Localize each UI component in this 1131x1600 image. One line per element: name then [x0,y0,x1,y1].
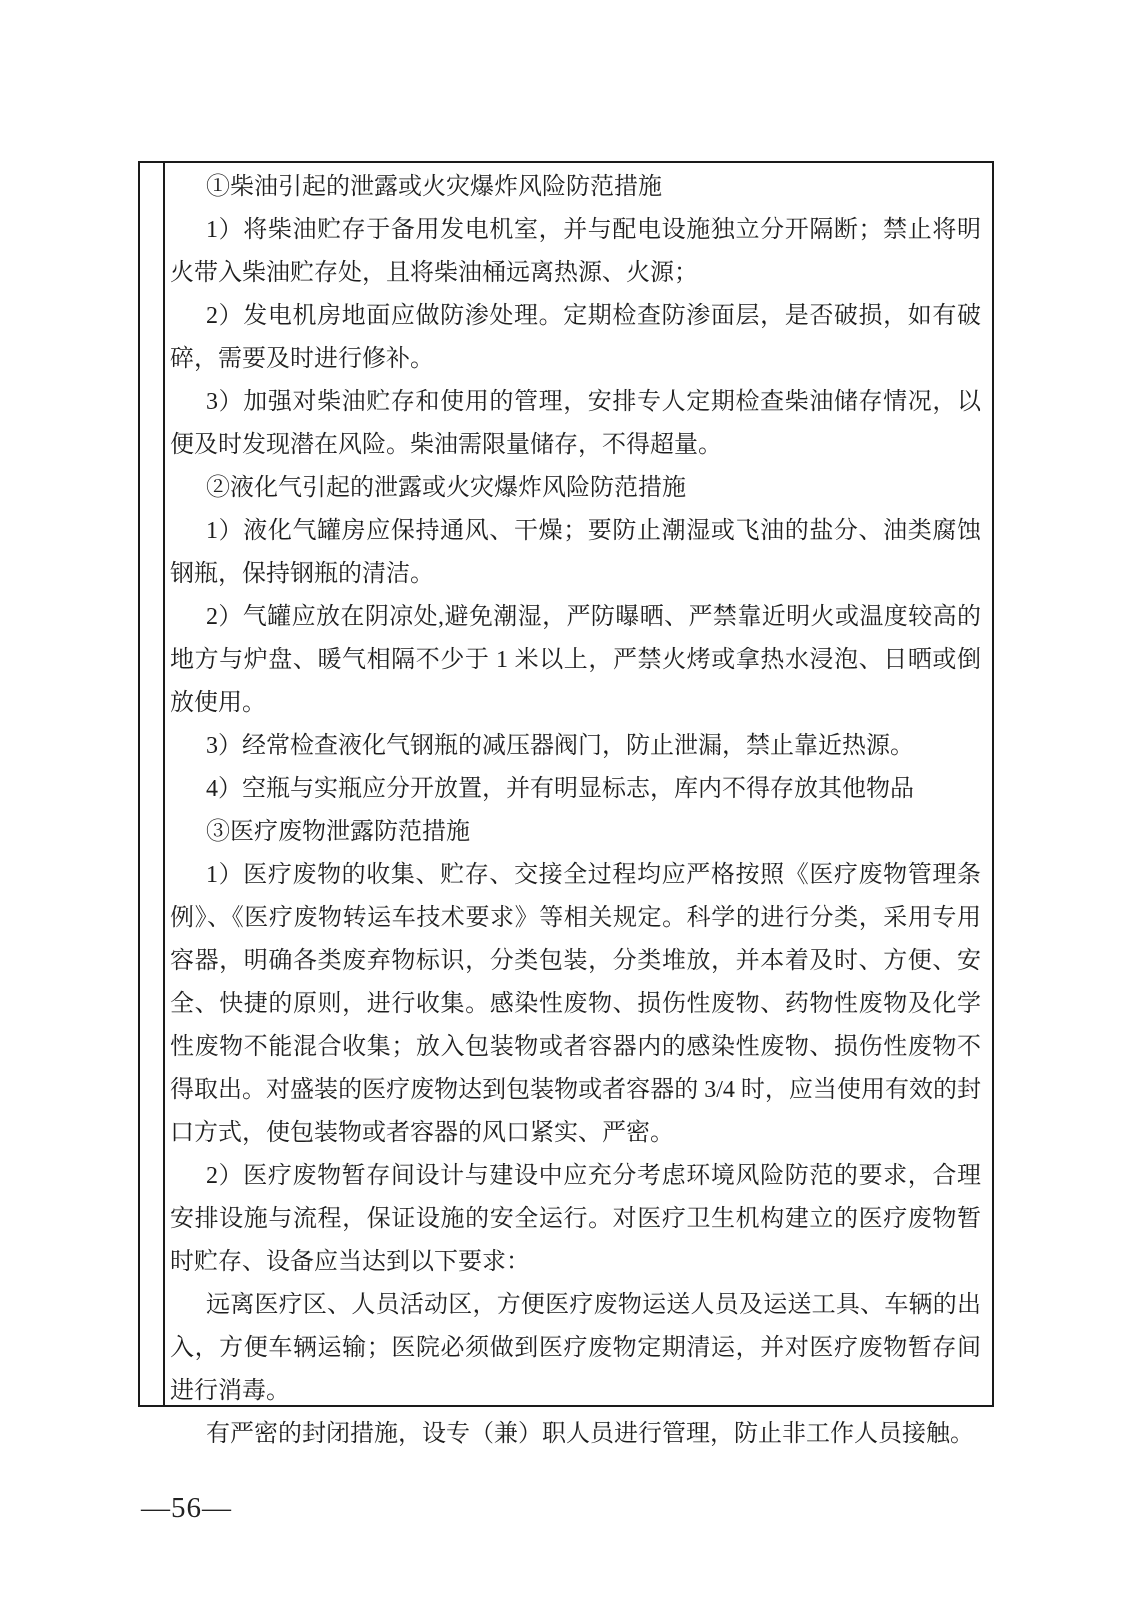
table-left-stub-column [140,163,165,1405]
paragraph: 2）气罐应放在阴凉处,避免潮湿，严防曝晒、严禁靠近明火或温度较高的地方与炉盘、暖气相隔不少于 1 米以上，严禁火烤或拿热水浸泡、日晒或倒放使用。 [170,604,981,716]
paragraph: 1）液化气罐房应保持通风、干燥；要防止潮湿或飞油的盐分、油类腐蚀钢瓶，保持钢瓶的清洁。 [170,518,981,587]
paragraph-section-1-heading: ①柴油引起的泄露或火灾爆炸风险防范措施 [206,174,662,200]
content-table [138,161,994,1447]
paragraph: 3）加强对柴油贮存和使用的管理，安排专人定期检查柴油储存情况，以便及时发现潜在风险。柴油需限量储存，不得超量。 [170,389,981,458]
paragraph: 远离医疗区、人员活动区，方便医疗废物运送人员及运送工具、车辆的出入，方便车辆运输；医院必须做到医疗废物定期清运，并对医疗废物暂存间进行消毒。 [170,1292,981,1404]
paragraph: 2）医疗废物暂存间设计与建设中应充分考虑环境风险防范的要求，合理安排设施与流程，保证设施的安全运行。对医疗卫生机构建立的医疗废物暂时贮存、设备应当达到以下要求： [170,1163,981,1275]
paragraph: 有严密的封闭措施，设专（兼）职人员进行管理，防止非工作人员接触。 [206,1421,974,1447]
paragraph: 1）医疗废物的收集、贮存、交接全过程均应严格按照《医疗废物管理条例》、《医疗废物转运车技术要求》等相关规定。科学的进行分类，采用专用容器，明确各类废弃物标识，分类包装，分类堆放，并本着及时、方便、安全、快捷的原则，进行收集。感染性废物、损伤性废物、药物性废物及化学性废物不能混合收集；放入包装物或者容器内的感染性废物、损伤性废物不得取出。对盛装的医疗废物达到包装物或者容器的 3/4 时，应当使用有效的封口方式，使包装物或者容器的风口紧实、严密。 [170,862,981,1146]
paragraph: 3）经常检查液化气钢瓶的减压器阀门，防止泄漏，禁止靠近热源。 [206,733,914,759]
page-number: —56— [141,1492,232,1524]
paragraph: 4）空瓶与实瓶应分开放置，并有明显标志，库内不得存放其他物品 [206,776,914,802]
paragraph-section-3-heading: ③医疗废物泄露防范措施 [206,819,470,845]
paragraph-section-2-heading: ②液化气引起的泄露或火灾爆炸风险防范措施 [206,475,686,501]
paragraph: 1）将柴油贮存于备用发电机室，并与配电设施独立分开隔断；禁止将明火带入柴油贮存处，且将柴油桶远离热源、火源； [170,217,981,286]
table-content-cell [165,163,992,1447]
paragraph: 2）发电机房地面应做防渗处理。定期检查防渗面层，是否破损，如有破碎，需要及时进行修补。 [170,303,981,372]
